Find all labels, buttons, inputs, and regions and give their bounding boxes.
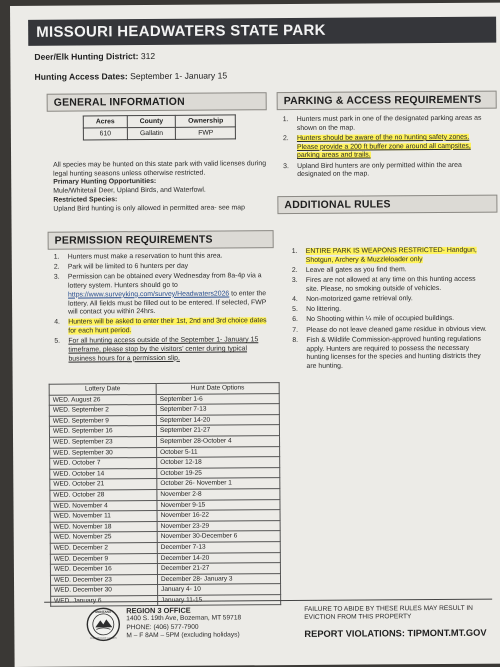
access-dates-line [34, 70, 227, 81]
hunt-date-cell: December 21-27 [157, 563, 280, 574]
permission-heading: PERMISSION REQUIREMENTS [48, 230, 274, 250]
hunt-date-cell: October 19-25 [157, 467, 280, 478]
hunt-date-cell: October 26- November 1 [157, 478, 280, 489]
highlighted-text: Hunters should be aware of the no hunting safety zones. Please provide a 200 ft buffer zone around all campsites, parking areas and trails. [296, 133, 471, 160]
acres-cell: 610 [83, 128, 127, 140]
list-item: 1. Hunters must make a reservation to hunt this area. [53, 252, 223, 261]
list-item: 3. Fires are not allowed at any time on this hunting access site. Please, no smoking outside of vehicles. [291, 275, 476, 293]
hunt-date-cell: October 12-18 [157, 457, 280, 468]
county-cell: Gallatin [127, 127, 176, 139]
table-header: Ownership [176, 115, 236, 127]
district-line [34, 51, 155, 62]
lottery-date-cell: WED. September 2 [49, 405, 156, 416]
lottery-date-cell: WED. November 11 [50, 511, 157, 522]
hunt-date-cell: September 1-6 [156, 393, 279, 404]
restricted-species-label: Restricted Species: [53, 196, 118, 204]
lottery-date-cell: WED. December 9 [50, 553, 157, 564]
lottery-date-cell: WED. October 7 [50, 458, 157, 469]
parking-list [283, 115, 487, 182]
hunt-date-cell: December 14-20 [157, 552, 280, 563]
table-header: Lottery Date [49, 383, 156, 394]
table-header: Acres [83, 116, 127, 128]
lottery-table [49, 382, 282, 607]
primary-opportunities-value: Mule/Whitetail Deer, Upland Birds, and Waterfowl. [53, 186, 206, 195]
lottery-date-cell: WED. December 30 [51, 585, 158, 596]
lottery-date-cell: WED. December 16 [50, 564, 157, 575]
lottery-date-cell: WED. October 21 [50, 479, 157, 490]
permission-list [54, 252, 273, 365]
region-office-block [126, 606, 286, 641]
logo-bottom-text: FISH, WILDLIFE & PARKS [90, 637, 117, 640]
lottery-date-cell: WED. September 23 [50, 436, 157, 447]
ownership-table [83, 114, 237, 140]
fwp-logo [86, 607, 120, 641]
list-item: 1. ENTIRE PARK IS WEAPONS RESTRICTED- Handgun, Shotgun, Archery & Muzzleloader only [291, 246, 477, 264]
lottery-date-cell: WED. September 30 [50, 447, 157, 458]
hunt-date-cell: November 2-8 [157, 489, 280, 500]
table-header: Hunt Date Options [156, 383, 279, 394]
lottery-survey-link[interactable]: https://www.surveyking.com/survey/Headwaters2026 [67, 290, 230, 299]
table-header: County [127, 115, 176, 127]
hunt-date-cell: November 23-29 [157, 520, 280, 531]
lottery-date-cell: WED. October 14 [50, 468, 157, 479]
office-address: 1400 S. 19th Ave, Bozeman, MT 59718 [126, 614, 242, 623]
general-info-heading: GENERAL INFORMATION [47, 92, 267, 112]
list-item: 1. Hunters must park in one of the designated parking areas as shown on the map. [282, 114, 482, 132]
lottery-date-cell: WED. October 28 [50, 489, 157, 500]
list-item: 4. Hunters will be asked to enter their 1st, 2nd and 3rd choice dates for each hunt period. [54, 317, 267, 335]
report-violations: REPORT VIOLATIONS: TIPMONT.MT.GOV [304, 627, 487, 639]
list-item: 2. Hunters should be aware of the no hunting safety zones. Please provide a 200 ft buffer zone around all campsites, parking areas and trails. [282, 133, 471, 160]
district-label: Deer/Elk Hunting District: [34, 51, 139, 62]
restricted-species-value: Upland Bird hunting is only allowed in permitted area- see map [53, 203, 245, 213]
hunt-date-cell: December 7-13 [157, 542, 280, 553]
access-dates-label: Hunting Access Dates: [34, 71, 128, 82]
lottery-date-cell: WED. August 26 [49, 394, 156, 405]
highlighted-text: Hunters will be asked to enter their 1st, 2nd and 3rd choice dates for each hunt period. [68, 317, 267, 335]
document-page [10, 3, 500, 667]
highlighted-text: ENTIRE PARK IS WEAPONS RESTRICTED- Handgun, Shotgun, Archery & Muzzleloader only [305, 246, 477, 264]
list-item: 5. For all hunting access outside of the September 1- January 15 timeframe, please stop by the visitors’ center during typical business hours for a permission slip. [54, 336, 259, 363]
list-item: 6. No Shooting within ¼ mile of occupied buildings. [292, 315, 455, 324]
access-dates-value: September 1- January 15 [130, 70, 228, 82]
district-value: 312 [140, 50, 156, 62]
rules-heading: ADDITIONAL RULES [277, 195, 497, 215]
list-item: 7. Please do not leave cleaned game residue in obvious view. [292, 325, 487, 334]
list-item: 2. Park will be limited to 6 hunters per day [53, 262, 189, 271]
page-title: MISSOURI HEADWATERS STATE PARK [28, 17, 496, 46]
general-info-paragraph: All species may be hunted on this state park with valid licenses during legal hunting seasons unless otherwise restricted. [53, 160, 267, 178]
parking-heading: PARKING & ACCESS REQUIREMENTS [277, 91, 497, 111]
hunt-date-cell: September 28-October 4 [157, 436, 280, 447]
hunt-date-cell: October 5-11 [157, 446, 280, 457]
lottery-date-cell: WED. November 25 [50, 532, 157, 543]
lottery-date-cell: WED. December 2 [50, 542, 157, 553]
hunt-date-cell: November 30-December 6 [157, 531, 280, 542]
lottery-date-cell: WED. September 16 [49, 426, 156, 437]
hunt-date-cell: December 28- January 3 [157, 573, 280, 584]
hunt-date-cell: September 7-13 [156, 404, 279, 415]
primary-opportunities-label: Primary Hunting Opportunities: [53, 178, 157, 187]
office-hours: M – F 8AM – 5PM (excluding holidays) [126, 631, 240, 640]
list-item: 5. No littering. [292, 305, 342, 314]
logo-top-text: MONTANA [95, 609, 112, 615]
list-item: 4. Non-motorized game retrieval only. [292, 295, 413, 304]
hunt-date-cell: September 21-27 [156, 425, 279, 436]
lottery-date-cell: WED. November 18 [50, 521, 157, 532]
office-title: REGION 3 OFFICE [126, 605, 191, 616]
hunt-date-cell: September 14-20 [156, 414, 279, 425]
list-item: 3. Permission can be obtained every Wednesday from 8a-4p via a lottery system. Hunters should go to https://www.surveyking.com/survey/Headwaters2026 to enter the lottery. All fields must be filled out to be entered. If selected, FWP will contact you within 24hrs. [53, 272, 267, 316]
lottery-date-cell: WED. September 9 [49, 415, 156, 426]
eviction-warning: FAILURE TO ABIDE BY THESE RULES MAY RESULT IN EVICTION FROM THIS PROPERTY [304, 604, 473, 622]
hunt-date-cell: January 4- 10 [158, 584, 281, 595]
list-item: 8. Fish & Wildlife Commission-approved hunting regulations apply. Hunters are required to possess the necessary hunting licenses for the species and hunting districts they are hunting. [292, 335, 482, 370]
hunt-date-cell: November 16-22 [157, 510, 280, 521]
ownership-cell: FWP [176, 127, 236, 139]
list-item: 3. Upland Bird hunters are only permitted within the area designated on the map. [283, 161, 462, 179]
list-item: 2. Leave all gates as you find them. [291, 266, 407, 274]
hunt-date-cell: November 9-15 [157, 499, 280, 510]
table-row [83, 127, 236, 140]
lottery-date-cell: WED. December 23 [50, 574, 157, 585]
general-info-body [53, 160, 273, 214]
rules-list [292, 247, 489, 374]
office-phone: PHONE: (406) 577-7900 [126, 623, 199, 632]
lottery-date-cell: WED. November 4 [50, 500, 157, 511]
